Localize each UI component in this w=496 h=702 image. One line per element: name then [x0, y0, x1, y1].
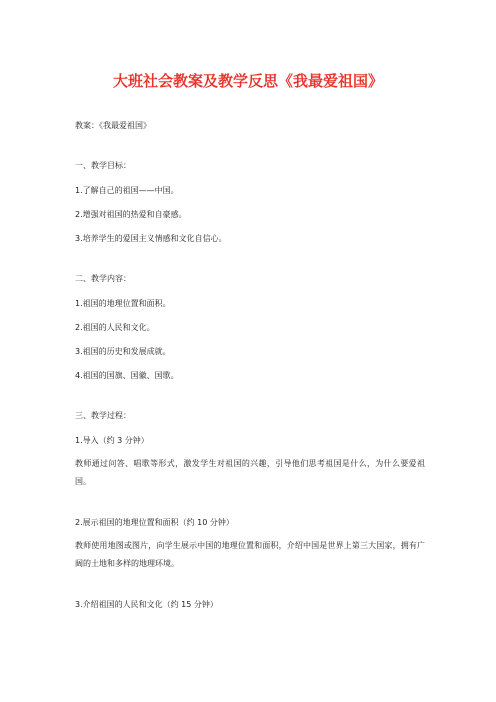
- content-item: 2.祖国的人民和文化。: [75, 323, 155, 332]
- content-item: 4.祖国的国旗、国徽、国歌。: [75, 371, 179, 380]
- goal-item: 2.增强对祖国的热爱和自豪感。: [75, 210, 187, 219]
- step-title: 3.介绍祖国的人民和文化（约 15 分钟）: [75, 600, 218, 609]
- section-heading-content: 二、教学内容：: [75, 274, 131, 283]
- lesson-label: 教案：《我最爱祖国》: [75, 121, 151, 130]
- goal-item: 1.了解自己的祖国——中国。: [75, 186, 179, 195]
- content-item: 3.祖国的历史和发展成就。: [75, 347, 171, 356]
- content-item: 1.祖国的地理位置和面积。: [75, 299, 171, 308]
- step-title: 1.导入（约 3 分钟）: [75, 436, 149, 445]
- step-title: 2.展示祖国的地理位置和面积（约 10 分钟）: [75, 518, 234, 527]
- goal-item: 3.培养学生的爱国主义情感和文化自信心。: [75, 234, 227, 243]
- section-heading-process: 三、教学过程：: [75, 411, 131, 420]
- section-heading-goals: 一、教学目标：: [75, 161, 131, 170]
- step-body: 教师通过问答、唱歌等形式，激发学生对祖国的兴趣，引导他们思考祖国是什么，为什么要爱祖国。: [75, 459, 425, 486]
- step-body: 教师使用地图或图片，向学生展示中国的地理位置和面积，介绍中国是世界上第三大国家，拥有广阔的土地和多样的地理环境。: [75, 541, 425, 568]
- document-title: 大班社会教案及教学反思《我最爱祖国》: [112, 72, 383, 90]
